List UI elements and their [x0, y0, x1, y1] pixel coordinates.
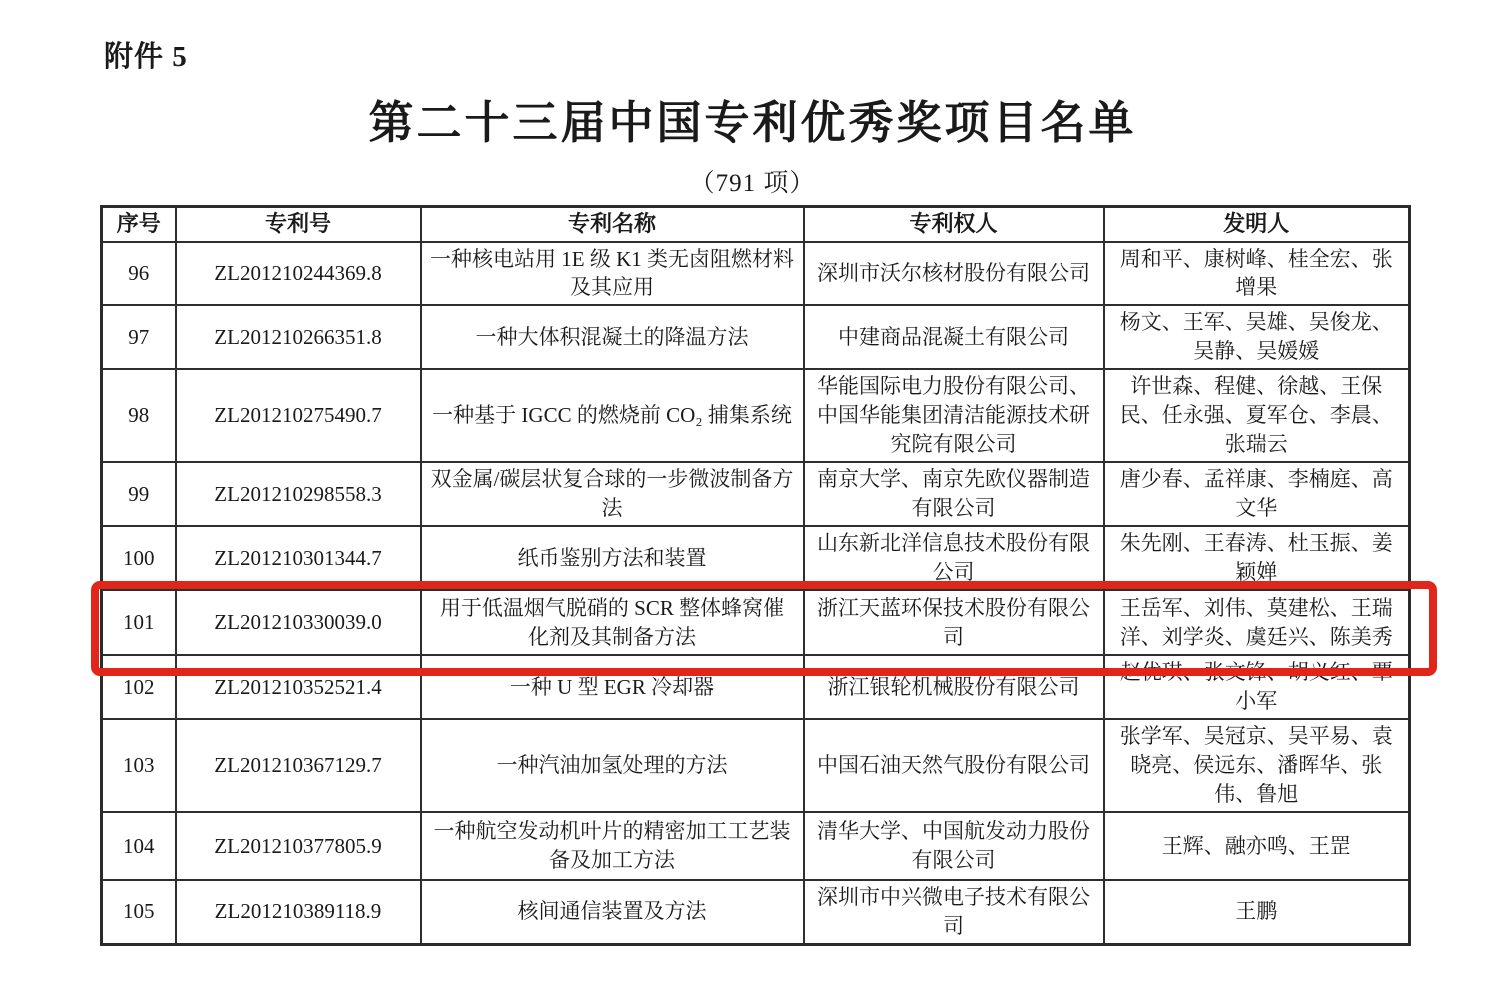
- cell-serial: 105: [102, 880, 176, 944]
- table-row: [102, 305, 1410, 369]
- cell-patent-number: ZL201210298558.3: [176, 462, 421, 526]
- cell-patentee: 清华大学、中国航发动力股份有限公司: [804, 812, 1104, 880]
- cell-serial: 100: [102, 526, 176, 590]
- cell-inventors: 周和平、康树峰、桂全宏、张增果: [1104, 242, 1410, 306]
- cell-patent-number: ZL201210352521.4: [176, 655, 421, 719]
- cell-patent-name: 一种汽油加氢处理的方法: [421, 719, 804, 812]
- cell-inventors: 王岳军、刘伟、莫建松、王瑞洋、刘学炎、虞廷兴、陈美秀: [1104, 590, 1410, 655]
- cell-serial: 97: [102, 305, 176, 369]
- cell-patentee: 山东新北洋信息技术股份有限公司: [804, 526, 1104, 590]
- cell-inventors: 杨文、王军、吴雄、吴俊龙、吴静、吴媛媛: [1104, 305, 1410, 369]
- table-row: [102, 242, 1410, 306]
- cell-patent-number: ZL201210266351.8: [176, 305, 421, 369]
- table-row: [102, 369, 1410, 462]
- cell-serial: 96: [102, 242, 176, 306]
- cell-patent-number: ZL201210330039.0: [176, 590, 421, 655]
- cell-serial: 102: [102, 655, 176, 719]
- table-row: [102, 462, 1410, 526]
- cell-patent-name: 纸币鉴别方法和装置: [421, 526, 804, 590]
- cell-inventors: 王辉、融亦鸣、王罡: [1104, 812, 1410, 880]
- header-inventors: 发明人: [1104, 207, 1410, 242]
- cell-serial: 98: [102, 369, 176, 462]
- cell-serial: 104: [102, 812, 176, 880]
- cell-patent-number: ZL201210244369.8: [176, 242, 421, 306]
- cell-patentee: 南京大学、南京先欧仪器制造有限公司: [804, 462, 1104, 526]
- header-patent-number: 专利号: [176, 207, 421, 242]
- cell-patent-name: 双金属/碳层状复合球的一步微波制备方法: [421, 462, 804, 526]
- item-count-subtitle: （791 项）: [689, 170, 816, 197]
- cell-inventors: 唐少春、孟祥康、李楠庭、高文华: [1104, 462, 1410, 526]
- header-serial: 序号: [102, 207, 176, 242]
- cell-inventors: 赵优琪、张文锋、胡义红、覃小军: [1104, 655, 1410, 719]
- table-row: [102, 590, 1410, 655]
- cell-patent-name: 核间通信装置及方法: [421, 880, 804, 944]
- cell-patent-number: ZL201210301344.7: [176, 526, 421, 590]
- patent-award-table: [100, 205, 1411, 946]
- cell-patent-number: ZL201210389118.9: [176, 880, 421, 944]
- table-header-row: [102, 207, 1410, 242]
- cell-patent-name: 一种航空发动机叶片的精密加工工艺装备及加工方法: [421, 812, 804, 880]
- attachment-label: 附件 5: [104, 41, 188, 73]
- cell-patentee: 深圳市沃尔核材股份有限公司: [804, 242, 1104, 306]
- cell-patentee: 浙江天蓝环保技术股份有限公司: [804, 590, 1104, 655]
- cell-patent-name: 用于低温烟气脱硝的 SCR 整体蜂窝催化剂及其制备方法: [421, 590, 804, 655]
- cell-inventors: 张学军、吴冠京、吴平易、袁晓亮、侯远东、潘晖华、张伟、鲁旭: [1104, 719, 1410, 812]
- cell-inventors: 朱先刚、王春涛、杜玉振、姜颖婵: [1104, 526, 1410, 590]
- table-row: [102, 526, 1410, 590]
- cell-serial: 101: [102, 590, 176, 655]
- cell-patentee: 华能国际电力股份有限公司、中国华能集团清洁能源技术研究院有限公司: [804, 369, 1104, 462]
- cell-serial: 99: [102, 462, 176, 526]
- table-header: [102, 207, 1410, 242]
- table-row: [102, 655, 1410, 719]
- cell-patentee: 中国石油天然气股份有限公司: [804, 719, 1104, 812]
- header-patentee: 专利权人: [804, 207, 1104, 242]
- cell-inventors: 许世森、程健、徐越、王保民、任永强、夏军仓、李晨、张瑞云: [1104, 369, 1410, 462]
- cell-patentee: 中建商品混凝土有限公司: [804, 305, 1104, 369]
- cell-patent-name: 一种基于 IGCC 的燃烧前 CO₂ 捕集系统: [421, 369, 804, 462]
- patent-table-container: [100, 205, 1408, 946]
- cell-patent-number: ZL201210275490.7: [176, 369, 421, 462]
- cell-patent-number: ZL201210367129.7: [176, 719, 421, 812]
- cell-patent-name: 一种 U 型 EGR 冷却器: [421, 655, 804, 719]
- cell-patent-number: ZL201210377805.9: [176, 812, 421, 880]
- table-row: [102, 812, 1410, 880]
- table-row: [102, 880, 1410, 944]
- page-title: 第二十三届中国专利优秀奖项目名单: [368, 98, 1137, 148]
- cell-inventors: 王鹏: [1104, 880, 1410, 944]
- cell-patent-name: 一种大体积混凝土的降温方法: [421, 305, 804, 369]
- cell-patentee: 深圳市中兴微电子技术有限公司: [804, 880, 1104, 944]
- cell-patent-name: 一种核电站用 1E 级 K1 类无卤阻燃材料及其应用: [421, 242, 804, 306]
- cell-serial: 103: [102, 719, 176, 812]
- table-row: [102, 719, 1410, 812]
- header-patent-name: 专利名称: [421, 207, 804, 242]
- table-body: [102, 242, 1410, 945]
- cell-patentee: 浙江银轮机械股份有限公司: [804, 655, 1104, 719]
